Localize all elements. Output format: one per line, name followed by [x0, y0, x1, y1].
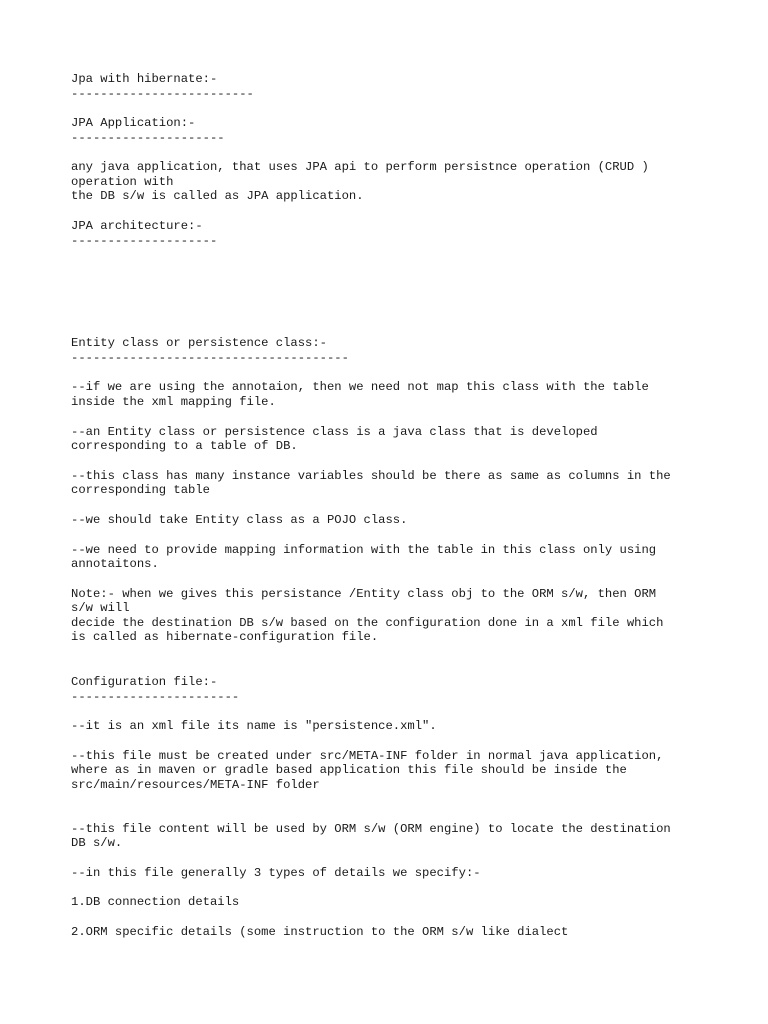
config-paragraph-line: --in this file generally 3 types of details we specify:- [71, 865, 481, 880]
document-title: Jpa with hibernate:- [71, 72, 218, 86]
entity-paragraph-line: inside the xml mapping file. [71, 394, 276, 409]
configuration-file-rule: ----------------------- [71, 689, 240, 704]
entity-note-line: is called as hibernate-configuration file. [71, 630, 379, 645]
entity-class-heading: Entity class or persistence class:- [71, 336, 327, 351]
config-paragraph-line: src/main/resources/META-INF folder [71, 778, 320, 793]
entity-paragraph-line: corresponding table [71, 483, 210, 498]
config-list-item: 1.DB connection details [71, 895, 240, 910]
jpa-architecture-heading: JPA architecture:- [71, 218, 203, 233]
entity-note-line: Note:- when we gives this persistance /Entity class obj to the ORM s/w, then ORM [71, 586, 657, 601]
entity-paragraph-line: --this class has many instance variables should be there as same as columns in the [71, 468, 671, 483]
jpa-application-heading: JPA Application:- [71, 116, 196, 130]
entity-class-section [71, 336, 711, 645]
jpa-application-text-line: any java application, that uses JPA api to perform persistnce operation (CRUD ) [71, 160, 649, 175]
entity-paragraph-line: corresponding to a table of DB. [71, 439, 298, 454]
entity-note-line: decide the destination DB s/w based on the configuration done in a xml file which [71, 615, 664, 630]
entity-note-line: s/w will [71, 601, 130, 616]
config-paragraph-line: --this file must be created under src/META-INF folder in normal java application, [71, 748, 664, 763]
jpa-application-text-line: operation with [71, 174, 174, 189]
config-paragraph-line: --this file content will be used by ORM s/w (ORM engine) to locate the destination [71, 821, 671, 836]
jpa-application-rule: --------------------- [71, 130, 225, 145]
entity-paragraph-line: --if we are using the annotaion, then we need not map this class with the table [71, 380, 649, 395]
jpa-architecture-section [71, 219, 711, 248]
config-list-item: 2.ORM specific details (some instruction to the ORM s/w like dialect [71, 925, 569, 939]
entity-paragraph-line: --we need to provide mapping information with the table in this class only using [71, 542, 657, 557]
jpa-application-text-line: the DB s/w is called as JPA application. [71, 189, 364, 204]
title-rule: ------------------------- [71, 86, 254, 101]
configuration-file-section [71, 675, 711, 940]
config-paragraph-line: where as in maven or gradle based application this file should be inside the [71, 763, 627, 778]
entity-paragraph-line: annotaitons. [71, 557, 159, 572]
jpa-architecture-rule: -------------------- [71, 233, 218, 248]
document-title-block [71, 72, 711, 101]
configuration-file-heading: Configuration file:- [71, 675, 218, 690]
config-paragraph-line: DB s/w. [71, 836, 123, 851]
entity-paragraph-line: --we should take Entity class as a POJO class. [71, 512, 408, 527]
entity-paragraph-line: --an Entity class or persistence class is a java class that is developed [71, 424, 598, 439]
document-page [71, 72, 711, 940]
entity-class-rule: -------------------------------------- [71, 350, 349, 365]
jpa-application-section [71, 116, 711, 204]
config-paragraph-line: --it is an xml file its name is "persistence.xml". [71, 719, 437, 734]
